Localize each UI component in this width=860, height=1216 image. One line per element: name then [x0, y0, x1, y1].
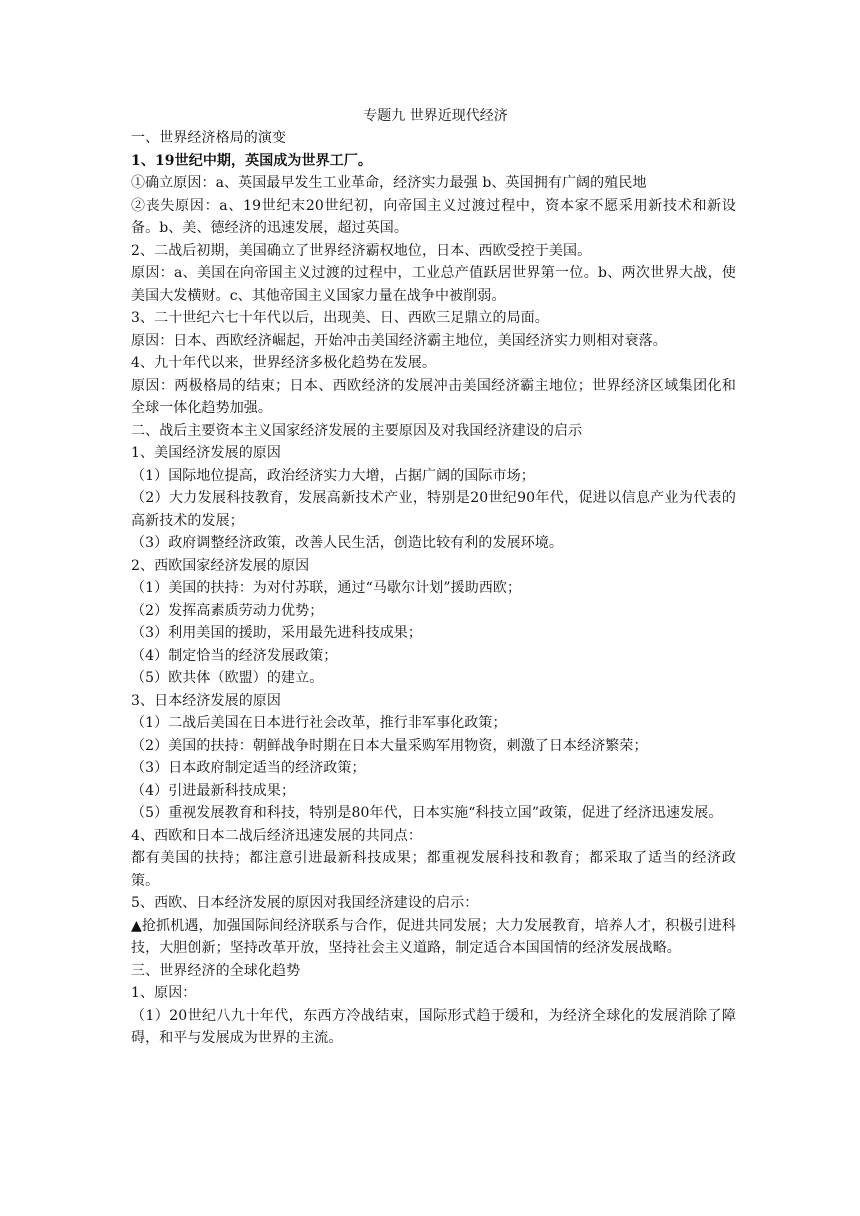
document-line: （5）欧共体（欧盟）的建立。 — [131, 670, 324, 686]
document-line: 2、西欧国家经济发展的原因 — [131, 557, 310, 574]
document-line: （4）引进最新科技成果； — [131, 782, 296, 799]
document-line: （3）日本政府制定适当的经济政策； — [131, 760, 366, 776]
document-line: 原因：a、美国在向帝国主义过渡的过程中，工业总产值跃居世界第一位。b、两次世界大战，使美国大发横财。c、其他帝国主义国家力量在战争中被削弱。 — [131, 265, 736, 304]
document-line: （3）政府调整经济政策，改善人民生活，创造比较有利的发展环境。 — [131, 535, 564, 551]
document-line: 1、原因： — [131, 985, 197, 1001]
document-line: 原因：日本、西欧经济崛起，开始冲击美国经济霸主地位，美国经济实力则相对衰落。 — [131, 332, 667, 349]
document-line: 二、战后主要资本主义国家经济发展的主要原因及对我国经济建设的启示 — [131, 422, 583, 439]
document-line: （5）重视发展教育和科技，特别是80年代，日本实施“科技立国”政策，促进了经济迅速发展。 — [131, 805, 723, 821]
document-body — [131, 105, 736, 1050]
document-lines — [131, 127, 736, 1050]
document-line: 2、二战后初期，美国确立了世界经济霸权地位，日本、西欧受控于美国。 — [131, 242, 592, 259]
document-line: （1）美国的扶持：为对付苏联，通过“马歇尔计划”援助西欧； — [131, 580, 522, 596]
document-line: ▲抢抓机遇，加强国际间经济联系与合作，促进共同发展；大力发展教育，培养人才，积极引进科技，大胆创新；坚持改革开放，坚持社会主义道路，制定适合本国国情的经济发展战略。 — [131, 917, 736, 956]
document-line: （4）制定恰当的经济发展政策； — [131, 647, 338, 664]
document-line: 3、日本经济发展的原因 — [131, 692, 282, 709]
document-line: 三、世界经济的全球化趋势 — [131, 962, 301, 979]
document-line: （1）国际地位提高，政治经济实力大增，占据广阔的国际市场； — [131, 467, 535, 484]
document-line: 1、美国经济发展的原因 — [131, 445, 282, 461]
document-title: 专题九 世界近现代经济 — [363, 108, 508, 124]
document-line: （2）大力发展科技教育，发展高新技术产业，特别是20世纪90年代，促进以信息产业为代表的高新技术的发展； — [131, 490, 736, 529]
document-line: 原因：两极格局的结束；日本、西欧经济的发展冲击美国经济霸主地位；世界经济区域集团化和全球一体化趋势加强。 — [131, 377, 736, 416]
document-line: 一、世界经济格局的演变 — [131, 130, 287, 146]
document-line: ①确立原因：a、英国最早发生工业革命，经济实力最强 b、英国拥有广阔的殖民地 — [131, 175, 647, 191]
document-line: ②丧失原因：a、19世纪末20世纪初，向帝国主义过渡过程中，资本家不愿采用新技术和新设备。b、美、德经济的迅速发展，超过英国。 — [131, 197, 736, 236]
document-line: （2）发挥高素质劳动力优势； — [131, 602, 324, 619]
document-line: 都有美国的扶持；都注意引进最新科技成果；都重视发展科技和教育；都采取了适当的经济政策。 — [131, 850, 736, 889]
document-line: （3）利用美国的援助，采用最先进科技成果； — [131, 625, 423, 641]
document-line: （2）美国的扶持：朝鲜战争时期在日本大量采购军用物资，刺激了日本经济繁荣； — [131, 737, 648, 754]
document-line: 1、19世纪中期，英国成为世界工厂。 — [131, 152, 373, 169]
document-line: 4、九十年代以来，世界经济多极化趋势在发展。 — [131, 355, 437, 371]
document-line: 3、二十世纪六七十年代以后，出现美、日、西欧三足鼎立的局面。 — [131, 310, 549, 326]
document-line: （1）20世纪八九十年代，东西方冷战结束，国际形式趋于缓和，为经济全球化的发展消除了障碍，和平与发展成为世界的主流。 — [131, 1007, 736, 1046]
document-line: 5、西欧、日本经济发展的原因对我国经济建设的启示： — [131, 895, 479, 911]
document-line: （1）二战后美国在日本进行社会改革，推行非军事化政策； — [131, 715, 507, 731]
document-line: 4、西欧和日本二战后经济迅速发展的共同点： — [131, 827, 423, 844]
